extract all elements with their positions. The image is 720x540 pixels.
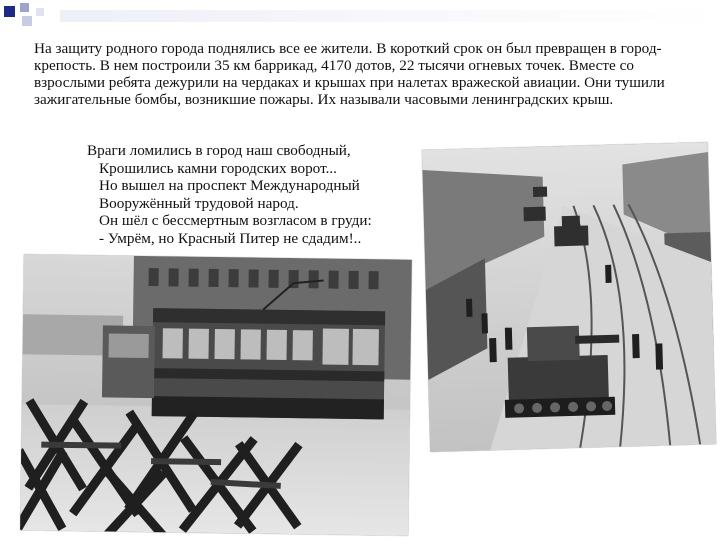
title-bar-decoration (60, 10, 720, 22)
poem-line: Враги ломились в город наш свободный, (87, 142, 351, 159)
poem-line: Он шёл с бессмертным возгласом в груди: (99, 212, 372, 230)
intro-paragraph: На защиту родного города поднялись все ее жители. В короткий срок он был превращен в город- крепость. В нем построили 35 км баррикад, 4170 дотов, 22 тысячи огневых точек. Вместе со взрослыми ребята дежурили на чердаках и крышах при налетах вражеской авиации. Они тушили зажигательные бомбы, возникшие пожары. Их называли часовыми ленинградских крыш. (34, 40, 665, 108)
poem-line: Вооружённый трудовой народ. (99, 194, 299, 212)
poem-line: Крошились камни городских ворот... (99, 159, 337, 177)
corner-square (20, 3, 29, 12)
corner-decoration (0, 0, 60, 30)
tram-and-anti-tank-hedgehogs-photo (20, 254, 412, 535)
corner-square (36, 8, 44, 16)
poem-line: - Умрём, но Красный Питер не сдадим!.. (99, 229, 362, 247)
tanks-on-city-avenue-photo (422, 142, 716, 452)
poem-block (84, 142, 444, 248)
corner-square (4, 6, 15, 17)
poem-line: Но вышел на проспект Международный (99, 177, 360, 195)
corner-square (22, 16, 32, 26)
